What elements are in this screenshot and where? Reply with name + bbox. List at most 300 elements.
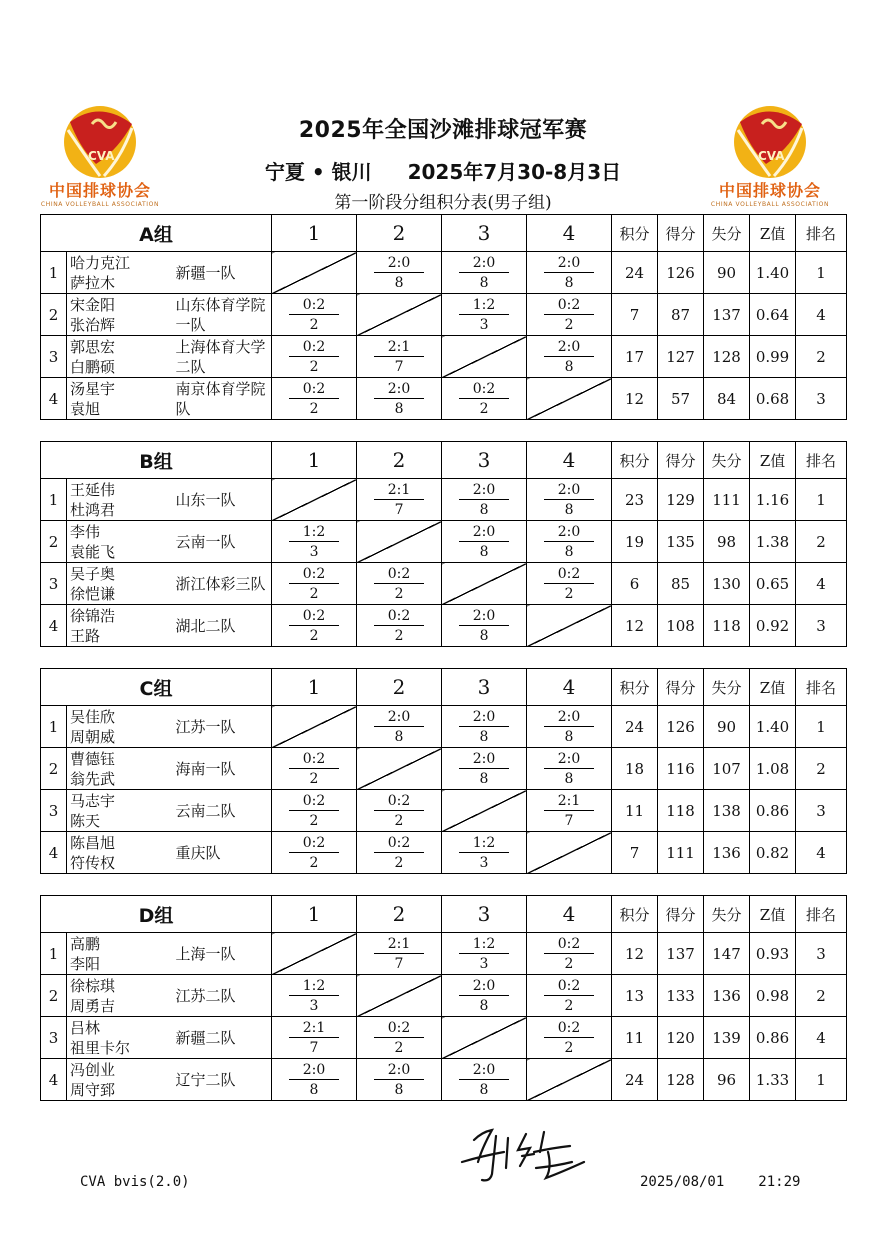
team-name: 山东体育学院一队: [174, 294, 272, 336]
set-score: 2:0: [544, 750, 594, 769]
match-result: [527, 252, 612, 294]
team-number: 3: [41, 790, 67, 832]
match-points: 8: [479, 728, 489, 745]
set-score: 0:2: [289, 607, 339, 626]
match-result: [442, 832, 527, 874]
team-number: 1: [41, 252, 67, 294]
table-row: [41, 479, 847, 521]
match-result: [357, 336, 442, 378]
venue: 宁夏 • 银川: [264, 160, 372, 184]
team-number: 2: [41, 975, 67, 1017]
match-points: 8: [479, 274, 489, 291]
set-score: 0:2: [289, 750, 339, 769]
match-result: [527, 933, 612, 975]
self-match-cell: [357, 521, 442, 563]
svg-text:CVA: CVA: [88, 149, 115, 163]
conceded-value: 118: [704, 605, 750, 647]
match-points: 8: [394, 728, 404, 745]
scored-value: 57: [658, 378, 704, 420]
team-name: 新疆一队: [174, 252, 272, 294]
column-conceded: 失分: [704, 442, 750, 479]
scored-value: 133: [658, 975, 704, 1017]
points-value: 18: [612, 748, 658, 790]
match-result: [442, 378, 527, 420]
event-dates: 2025年7月30-8月3日: [407, 160, 622, 184]
group-name: B组: [41, 442, 272, 479]
set-score: 1:2: [459, 834, 509, 853]
set-score: 2:0: [459, 1061, 509, 1080]
z-value: 0.86: [750, 1017, 796, 1059]
logo-english-text: CHINA VOLLEYBALL ASSOCIATION: [40, 201, 160, 208]
set-score: 2:0: [289, 1061, 339, 1080]
match-result: [272, 605, 357, 647]
points-value: 7: [612, 832, 658, 874]
group-name: C组: [41, 669, 272, 706]
match-points: 8: [479, 770, 489, 787]
self-match-cell: [442, 1017, 527, 1059]
rank-value: 3: [796, 790, 847, 832]
match-result: [272, 1059, 357, 1101]
match-result: [357, 790, 442, 832]
set-score: 2:1: [289, 1019, 339, 1038]
match-points: 8: [479, 997, 489, 1014]
column-rank: 排名: [796, 215, 847, 252]
group-table: [40, 214, 847, 420]
print-time: 21:29: [758, 1174, 801, 1190]
player-1-name: 冯创业: [70, 1060, 116, 1079]
self-match-cell: [442, 790, 527, 832]
points-value: 12: [612, 378, 658, 420]
player-1-name: 宋金阳: [70, 295, 116, 314]
match-result: [442, 479, 527, 521]
team-name: 云南二队: [174, 790, 272, 832]
player-2-name: 李阳: [70, 954, 101, 973]
column-scored: 得分: [658, 215, 704, 252]
team-name: 南京体育学院队: [174, 378, 272, 420]
player-2-name: 翁先武: [70, 769, 116, 788]
match-result: [527, 1017, 612, 1059]
table-row: [41, 294, 847, 336]
player-1-name: 李伟: [70, 522, 101, 541]
self-match-cell: [442, 563, 527, 605]
match-result: [527, 294, 612, 336]
match-result: [527, 479, 612, 521]
group-table: [40, 441, 847, 647]
z-value: 1.38: [750, 521, 796, 563]
group-table: [40, 895, 847, 1101]
points-value: 24: [612, 706, 658, 748]
table-row: [41, 1017, 847, 1059]
match-points: 8: [564, 501, 574, 518]
software-version: CVA bvis(2.0): [80, 1174, 190, 1190]
table-row: [41, 975, 847, 1017]
match-result: [442, 294, 527, 336]
match-points: 2: [564, 316, 574, 333]
scored-value: 129: [658, 479, 704, 521]
team-number: 4: [41, 1059, 67, 1101]
column-rank: 排名: [796, 896, 847, 933]
group-name: D组: [41, 896, 272, 933]
match-points: 7: [394, 358, 404, 375]
match-result: [442, 706, 527, 748]
points-value: 24: [612, 252, 658, 294]
set-score: 2:0: [374, 708, 424, 727]
z-value: 0.99: [750, 336, 796, 378]
self-match-cell: [527, 378, 612, 420]
column-conceded: 失分: [704, 669, 750, 706]
points-value: 17: [612, 336, 658, 378]
set-score: 0:2: [289, 296, 339, 315]
set-score: 2:0: [459, 708, 509, 727]
match-result: [272, 832, 357, 874]
column-z-value: Z值: [750, 442, 796, 479]
player-2-name: 徐恺谦: [70, 584, 116, 603]
match-points: 8: [394, 1081, 404, 1098]
team-name: 浙江体彩三队: [174, 563, 272, 605]
team-name: 云南一队: [174, 521, 272, 563]
set-score: 0:2: [289, 380, 339, 399]
set-score: 2:0: [544, 254, 594, 273]
set-score: 0:2: [289, 834, 339, 853]
points-value: 11: [612, 790, 658, 832]
set-score: 2:1: [544, 792, 594, 811]
match-points: 8: [564, 274, 574, 291]
conceded-value: 147: [704, 933, 750, 975]
conceded-value: 128: [704, 336, 750, 378]
rank-value: 2: [796, 521, 847, 563]
column-opponent-3: 3: [442, 896, 527, 933]
match-points: 2: [564, 955, 574, 972]
column-opponent-1: 1: [272, 669, 357, 706]
table-row: [41, 336, 847, 378]
match-result: [272, 975, 357, 1017]
z-value: 0.64: [750, 294, 796, 336]
match-result: [442, 605, 527, 647]
match-points: 8: [564, 543, 574, 560]
match-result: [272, 1017, 357, 1059]
team-name: 新疆二队: [174, 1017, 272, 1059]
column-z-value: Z值: [750, 215, 796, 252]
scored-value: 85: [658, 563, 704, 605]
match-result: [357, 933, 442, 975]
signature: [452, 1122, 592, 1188]
self-match-cell: [272, 706, 357, 748]
column-scored: 得分: [658, 669, 704, 706]
print-date: 2025/08/01: [640, 1174, 725, 1190]
points-value: 12: [612, 933, 658, 975]
set-score: 0:2: [289, 338, 339, 357]
column-z-value: Z值: [750, 896, 796, 933]
player-names: [67, 748, 174, 790]
match-result: [272, 378, 357, 420]
player-names: [67, 252, 174, 294]
rank-value: 1: [796, 1059, 847, 1101]
player-names: [67, 521, 174, 563]
scored-value: 116: [658, 748, 704, 790]
conceded-value: 130: [704, 563, 750, 605]
column-points: 积分: [612, 896, 658, 933]
scored-value: 137: [658, 933, 704, 975]
column-opponent-2: 2: [357, 215, 442, 252]
match-points: 8: [394, 274, 404, 291]
player-2-name: 袁能飞: [70, 542, 116, 561]
team-number: 4: [41, 605, 67, 647]
conceded-value: 139: [704, 1017, 750, 1059]
match-result: [442, 933, 527, 975]
player-2-name: 符传权: [70, 853, 116, 872]
column-scored: 得分: [658, 896, 704, 933]
match-result: [357, 252, 442, 294]
match-points: 8: [309, 1081, 319, 1098]
conceded-value: 136: [704, 975, 750, 1017]
match-points: 7: [394, 501, 404, 518]
points-value: 19: [612, 521, 658, 563]
player-names: [67, 706, 174, 748]
self-match-cell: [357, 294, 442, 336]
scored-value: 128: [658, 1059, 704, 1101]
points-value: 12: [612, 605, 658, 647]
set-score: 1:2: [289, 977, 339, 996]
rank-value: 4: [796, 1017, 847, 1059]
points-value: 24: [612, 1059, 658, 1101]
scored-value: 126: [658, 252, 704, 294]
team-name: 江苏二队: [174, 975, 272, 1017]
table-row: [41, 933, 847, 975]
team-number: 1: [41, 706, 67, 748]
match-points: 7: [309, 1039, 319, 1056]
player-1-name: 哈力克江: [70, 253, 131, 272]
table-row: [41, 605, 847, 647]
match-points: 8: [564, 770, 574, 787]
table-row: [41, 748, 847, 790]
match-points: 2: [309, 812, 319, 829]
set-score: 2:0: [544, 338, 594, 357]
column-opponent-3: 3: [442, 215, 527, 252]
match-points: 3: [479, 316, 489, 333]
player-1-name: 曹德钰: [70, 749, 116, 768]
conceded-value: 137: [704, 294, 750, 336]
set-score: 2:1: [374, 935, 424, 954]
page-title: 2025年全国沙滩排球冠军赛: [298, 118, 588, 143]
set-score: 0:2: [544, 1019, 594, 1038]
player-2-name: 周朝威: [70, 727, 116, 746]
self-match-cell: [272, 252, 357, 294]
player-names: [67, 336, 174, 378]
match-points: 2: [479, 400, 489, 417]
scored-value: 135: [658, 521, 704, 563]
player-names: [67, 294, 174, 336]
team-name: 湖北二队: [174, 605, 272, 647]
player-names: [67, 479, 174, 521]
player-names: [67, 933, 174, 975]
match-points: 7: [564, 812, 574, 829]
team-number: 2: [41, 521, 67, 563]
match-result: [442, 252, 527, 294]
column-rank: 排名: [796, 442, 847, 479]
player-2-name: 王路: [70, 626, 101, 645]
match-points: 2: [309, 585, 319, 602]
self-match-cell: [527, 1059, 612, 1101]
team-name: 山东一队: [174, 479, 272, 521]
match-result: [527, 748, 612, 790]
match-result: [357, 378, 442, 420]
match-points: 2: [394, 627, 404, 644]
self-match-cell: [272, 933, 357, 975]
player-1-name: 高鹏: [70, 934, 101, 953]
match-result: [272, 748, 357, 790]
team-name: 海南一队: [174, 748, 272, 790]
scored-value: 127: [658, 336, 704, 378]
team-number: 3: [41, 336, 67, 378]
match-points: 2: [394, 585, 404, 602]
player-2-name: 萨拉木: [70, 273, 116, 292]
rank-value: 2: [796, 975, 847, 1017]
rank-value: 2: [796, 748, 847, 790]
player-2-name: 白鹏硕: [70, 357, 116, 376]
match-points: 2: [309, 316, 319, 333]
scored-value: 111: [658, 832, 704, 874]
player-1-name: 吕林: [70, 1018, 101, 1037]
player-2-name: 袁旭: [70, 399, 101, 418]
set-score: 2:0: [544, 708, 594, 727]
set-score: 0:2: [374, 565, 424, 584]
rank-value: 4: [796, 563, 847, 605]
team-number: 2: [41, 748, 67, 790]
z-value: 0.82: [750, 832, 796, 874]
set-score: 0:2: [544, 565, 594, 584]
column-points: 积分: [612, 442, 658, 479]
match-result: [527, 706, 612, 748]
z-value: 1.16: [750, 479, 796, 521]
scored-value: 118: [658, 790, 704, 832]
column-opponent-2: 2: [357, 669, 442, 706]
conceded-value: 98: [704, 521, 750, 563]
column-opponent-1: 1: [272, 215, 357, 252]
match-points: 3: [479, 955, 489, 972]
points-value: 7: [612, 294, 658, 336]
conceded-value: 138: [704, 790, 750, 832]
logo-chinese-text: 中国排球协会: [48, 181, 151, 200]
match-points: 7: [394, 955, 404, 972]
set-score: 2:0: [459, 481, 509, 500]
team-number: 1: [41, 933, 67, 975]
self-match-cell: [357, 748, 442, 790]
player-1-name: 徐棕琪: [70, 976, 116, 995]
set-score: 1:2: [459, 296, 509, 315]
match-points: 2: [309, 400, 319, 417]
column-opponent-2: 2: [357, 896, 442, 933]
player-2-name: 周勇吉: [70, 996, 116, 1015]
set-score: 1:2: [289, 523, 339, 542]
z-value: 1.40: [750, 252, 796, 294]
player-1-name: 汤星宇: [70, 379, 116, 398]
match-result: [527, 790, 612, 832]
scored-value: 120: [658, 1017, 704, 1059]
match-points: 2: [394, 854, 404, 871]
column-points: 积分: [612, 215, 658, 252]
self-match-cell: [272, 479, 357, 521]
set-score: 1:2: [459, 935, 509, 954]
match-points: 2: [394, 812, 404, 829]
player-2-name: 杜鸿君: [70, 500, 116, 519]
match-points: 8: [479, 1081, 489, 1098]
table-row: [41, 252, 847, 294]
set-score: 0:2: [544, 296, 594, 315]
match-result: [357, 605, 442, 647]
match-result: [357, 706, 442, 748]
group-table: [40, 668, 847, 874]
match-points: 3: [479, 854, 489, 871]
conceded-value: 111: [704, 479, 750, 521]
table-row: [41, 378, 847, 420]
points-value: 6: [612, 563, 658, 605]
conceded-value: 107: [704, 748, 750, 790]
set-score: 2:0: [459, 254, 509, 273]
match-result: [442, 748, 527, 790]
set-score: 2:0: [459, 750, 509, 769]
table-row: [41, 521, 847, 563]
z-value: 1.08: [750, 748, 796, 790]
player-names: [67, 1059, 174, 1101]
team-name: 辽宁二队: [174, 1059, 272, 1101]
match-result: [527, 336, 612, 378]
match-result: [442, 521, 527, 563]
scored-value: 87: [658, 294, 704, 336]
points-value: 13: [612, 975, 658, 1017]
match-points: 2: [309, 770, 319, 787]
set-score: 0:2: [459, 380, 509, 399]
rank-value: 3: [796, 605, 847, 647]
team-name: 江苏一队: [174, 706, 272, 748]
team-number: 1: [41, 479, 67, 521]
match-points: 8: [479, 627, 489, 644]
player-2-name: 张治辉: [70, 315, 116, 334]
team-name: 上海一队: [174, 933, 272, 975]
match-points: 2: [309, 854, 319, 871]
set-score: 0:2: [289, 792, 339, 811]
match-points: 2: [564, 585, 574, 602]
match-result: [272, 336, 357, 378]
conceded-value: 90: [704, 706, 750, 748]
player-names: [67, 832, 174, 874]
scored-value: 126: [658, 706, 704, 748]
player-1-name: 徐锦浩: [70, 606, 116, 625]
set-score: 2:0: [374, 1061, 424, 1080]
rank-value: 1: [796, 706, 847, 748]
logo-chinese-text: 中国排球协会: [718, 181, 821, 200]
player-1-name: 陈昌旭: [70, 833, 116, 852]
column-opponent-4: 4: [527, 215, 612, 252]
z-value: 0.68: [750, 378, 796, 420]
table-row: [41, 563, 847, 605]
player-1-name: 马志宇: [70, 791, 116, 810]
z-value: 0.98: [750, 975, 796, 1017]
print-timestamp: [640, 1174, 800, 1190]
player-names: [67, 1017, 174, 1059]
set-score: 2:1: [374, 338, 424, 357]
match-result: [527, 975, 612, 1017]
match-result: [442, 1059, 527, 1101]
column-opponent-1: 1: [272, 442, 357, 479]
svg-text:CVA: CVA: [758, 149, 785, 163]
column-opponent-4: 4: [527, 442, 612, 479]
z-value: 1.33: [750, 1059, 796, 1101]
logo-english-text: CHINA VOLLEYBALL ASSOCIATION: [710, 201, 830, 208]
player-names: [67, 378, 174, 420]
player-names: [67, 790, 174, 832]
match-points: 3: [309, 997, 319, 1014]
z-value: 0.86: [750, 790, 796, 832]
